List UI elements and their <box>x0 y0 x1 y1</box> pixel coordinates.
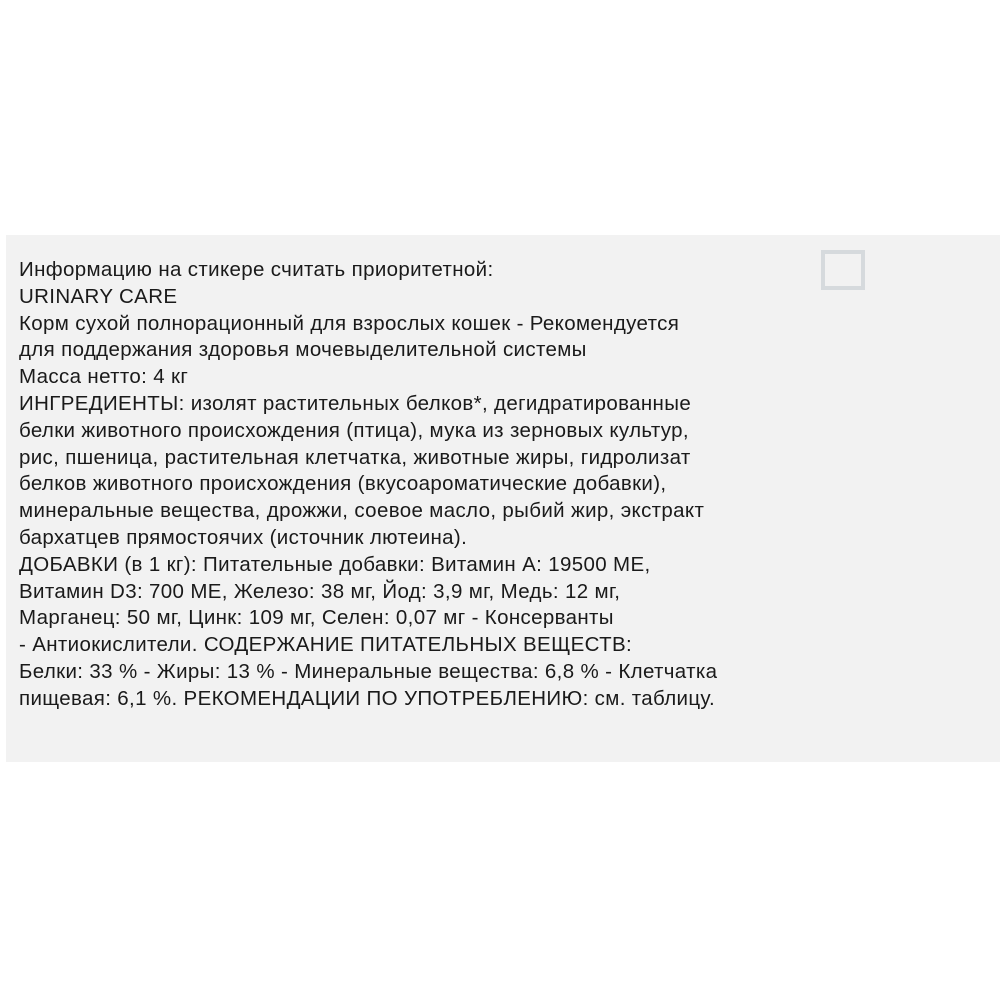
ingredients-line: бархатцев прямостоячих (источник лютеина). <box>19 525 468 549</box>
sticker-priority-note: Информацию на стикере считать приоритетной: <box>19 258 494 281</box>
additives-line: ДОБАВКИ (в 1 кг): Питательные добавки: Витамин А: 19500 МЕ, <box>19 552 651 576</box>
additives-line: Витамин D3: 700 МЕ, Железо: 38 мг, Йод: 3,9 мг, Медь: 12 мг, <box>19 579 621 603</box>
info-sticker <box>6 235 1000 762</box>
nutrients-line: Белки: 33 % - Жиры: 13 % - Минеральные вещества: 6,8 % - Клетчатка <box>19 659 718 683</box>
sticker-text <box>19 257 994 713</box>
product-description-line: для поддержания здоровья мочевыделительной системы <box>19 338 587 362</box>
nutrients-line: - Антиокислители. СОДЕРЖАНИЕ ПИТАТЕЛЬНЫХ ВЕЩЕСТВ: <box>19 633 633 657</box>
ingredients-line: белков животного происхождения (вкусоароматические добавки), <box>19 472 667 496</box>
ingredients-line: минеральные вещества, дрожжи, соевое масло, рыбий жир, экстракт <box>19 499 705 523</box>
ingredients-line: рис, пшеница, растительная клетчатка, животные жиры, гидролизат <box>19 445 691 469</box>
additives-line: Марганец: 50 мг, Цинк: 109 мг, Селен: 0,07 мг - Консерванты <box>19 606 614 630</box>
product-name: URINARY CARE <box>19 284 178 308</box>
ingredients-line: белки животного происхождения (птица), мука из зерновых культур, <box>19 418 689 442</box>
net-weight: Масса нетто: 4 кг <box>19 365 189 389</box>
ingredients-line: ИНГРЕДИЕНТЫ: изолят растительных белков*, дегидратированные <box>19 391 692 415</box>
product-description-line: Корм сухой полнорационный для взрослых кошек - Рекомендуется <box>19 311 680 335</box>
usage-recommendation-line: пищевая: 6,1 %. РЕКОМЕНДАЦИИ ПО УПОТРЕБЛЕНИЮ: см. таблицу. <box>19 686 716 710</box>
